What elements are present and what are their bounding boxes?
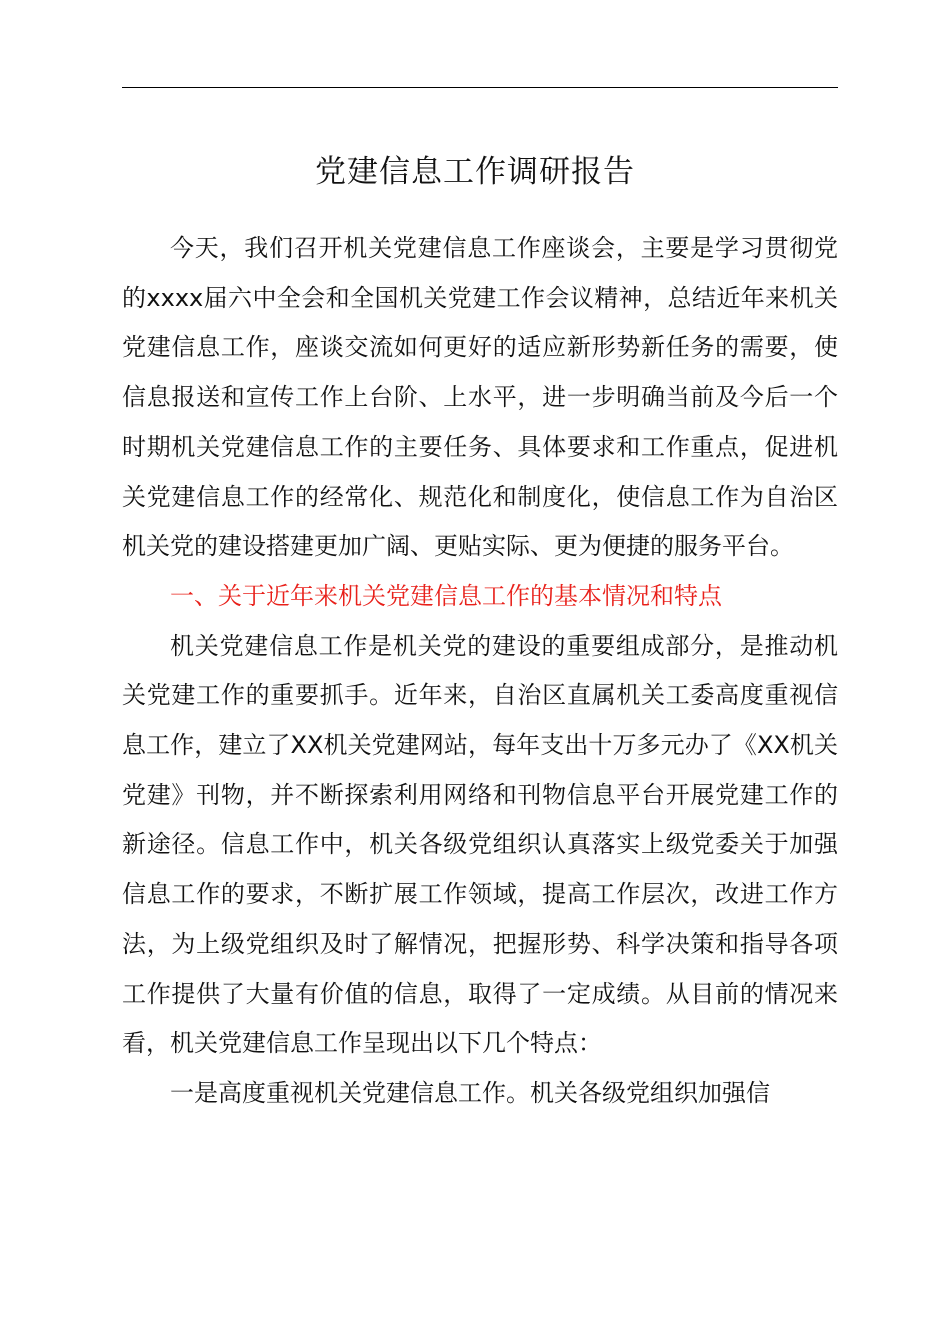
- page-title: 党建信息工作调研报告: [315, 154, 635, 190]
- header-rule: [122, 87, 838, 88]
- intro-paragraph: 今天，我们召开机关党建信息工作座谈会，主要是学习贯彻党的xxxx届六中全会和全国机关党建工作会议精神，总结近年来机关党建信息工作，座谈交流如何更好的适应新形势新任务的需要，使信息报送和宣传工作上台阶、上水平，进一步明确当前及今后一个时期机关党建信息工作的主要任务、具体要求和工作重点，促进机关党建信息工作的经常化、规范化和制度化，使信息工作为自治区机关党的建设搭建更加广阔、更贴实际、更为便捷的服务平台。: [122, 234, 838, 561]
- document-body: [122, 224, 838, 1119]
- point-1-paragraph: 一是高度重视机关党建信息工作。机关各级党组织加强信: [170, 1078, 770, 1107]
- section-heading-1: 一、关于近年来机关党建信息工作的基本情况和特点: [170, 581, 722, 610]
- section-1-paragraph: 机关党建信息工作是机关党的建设的重要组成部分，是推动机关党建工作的重要抓手。近年来，自治区直属机关工委高度重视信息工作，建立了XX机关党建网站，每年支出十万多元办了《XX机关党建》刊物，并不断探索利用网络和刊物信息平台开展党建工作的新途径。信息工作中，机关各级党组织认真落实上级党委关于加强信息工作的要求，不断扩展工作领域，提高工作层次，改进工作方法，为上级党组织及时了解情况，把握形势、科学决策和指导各项工作提供了大量有价值的信息，取得了一定成绩。从目前的情况来看，机关党建信息工作呈现出以下几个特点：: [122, 631, 838, 1058]
